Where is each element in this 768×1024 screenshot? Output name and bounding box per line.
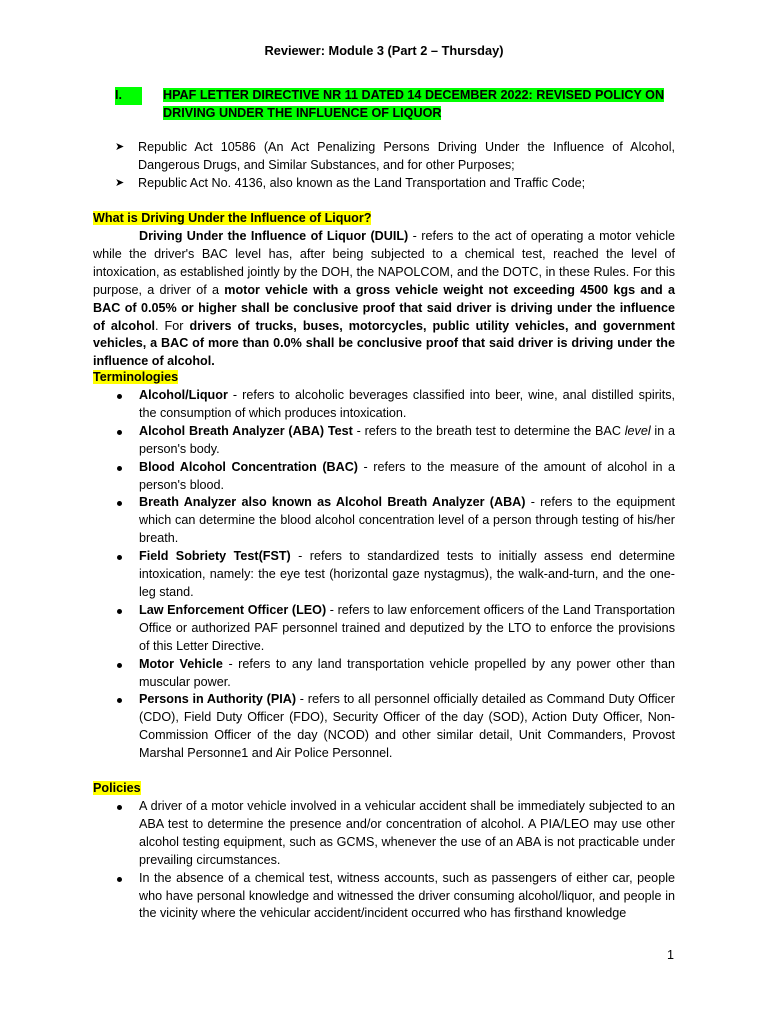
- bullet-icon: [117, 430, 122, 435]
- list-item: Law Enforcement Officer (LEO) - refers to law enforcement officers of the Land Transportation Office or authorized PAF personnel trained and deputized by the LTO to enforce the provisions of this Letter Directive.: [93, 602, 675, 656]
- list-item: Breath Analyzer also known as Alcohol Breath Analyzer (ABA) - refers to the equipment which can determine the blood alcohol concentration level of a person through testing of his/her breath.: [93, 494, 675, 548]
- duil-definition: Driving Under the Influence of Liquor (DUIL) - refers to the act of operating a motor vehicle while the driver's BAC level has, after being subjected to a chemical test, reached the level of intoxication, as established jointly by the DOH, the NAPOLCOM, and the DOTC, in these Rules. For this purpose, a driver of a motor vehicle with a gross vehicle weight not exceeding 4500 kgs and a BAC of 0.05% or higher shall be conclusive proof that said driver is driving under the influence of alcohol. For drivers of trucks, buses, motorcycles, public utility vehicles, and government vehicles, a BAC of more than 0.0% shall be conclusive proof that said driver is driving under the influence of alcohol.: [93, 229, 675, 369]
- section-heading: [93, 87, 675, 123]
- list-item: Persons in Authority (PIA) - refers to all personnel officially detailed as Command Duty Officer (CDO), Field Duty Officer (FDO), Security Officer of the day (SOD), Action Duty Officer, Non-Commission Officer of the day (NCOD) and other similar detail, Unit Commanders, Provost Marshal Personne1 and Air Police Personnel.: [93, 691, 675, 763]
- bullet-icon: [117, 466, 122, 471]
- bullet-icon: [117, 663, 122, 668]
- bullet-icon: [117, 501, 122, 506]
- bullet-icon: [117, 609, 122, 614]
- list-item: ➤ Republic Act 10586 (An Act Penalizing Persons Driving Under the Influence of Alcohol, Dangerous Drugs, and Similar Substances, and for other Purposes;: [115, 140, 675, 172]
- arrow-bullet-icon: ➤: [115, 141, 125, 153]
- bullet-icon: [117, 877, 122, 882]
- page-title: Reviewer: Module 3 (Part 2 – Thursday): [264, 43, 504, 58]
- heading-text: HPAF LETTER DIRECTIVE NR 11 DATED 14 DECEMBER 2022: REVISED POLICY ON DRIVING UNDER THE INFLUENCE OF LIQUOR: [163, 88, 665, 120]
- bullet-icon: [117, 555, 122, 560]
- policies-list: [93, 798, 675, 923]
- bullet-icon: [117, 698, 122, 703]
- terminologies-list: [93, 387, 675, 763]
- terminologies-title: Terminologies: [93, 370, 179, 384]
- heading-number: I.: [115, 87, 142, 105]
- list-item: Alcohol/Liquor - refers to alcoholic beverages classified into beer, wine, anal distilled spirits, the consumption of which produces intoxication.: [93, 387, 675, 423]
- arrow-bullet-icon: ➤: [115, 176, 125, 189]
- list-item: A driver of a motor vehicle involved in a vehicular accident shall be immediately subjected to an ABA test to determine the presence and/or concentration of alcohol. A PIA/LEO may use other alcohol testing equipment, such as GCMS, whenever the use of an ABA is not practicable under prevailing circumstances.: [93, 798, 675, 870]
- bullet-icon: [117, 394, 122, 399]
- list-item: Field Sobriety Test(FST) - refers to standardized tests to initially assess end determine intoxication, namely: the eye test (horizontal gaze nystagmus), the walk-and-turn, and the one-leg stand.: [93, 548, 675, 602]
- list-item: Alcohol Breath Analyzer (ABA) Test - refers to the breath test to determine the BAC level in a person's body.: [93, 423, 675, 459]
- list-item: ➤ Republic Act No. 4136, also known as the Land Transportation and Traffic Code;: [93, 175, 675, 193]
- page-number: 1: [667, 948, 675, 962]
- list-item: In the absence of a chemical test, witness accounts, such as passengers of either car, people who have personal knowledge and witnessed the driver consuming alcohol/liquor, and people in the vicinity where the vehicular accident/incident occurred who has firsthand knowledge: [93, 870, 675, 924]
- duil-question: What is Driving Under the Influence of Liquor?: [93, 211, 372, 225]
- list-item: Motor Vehicle - refers to any land transportation vehicle propelled by any power other than muscular power.: [93, 656, 675, 692]
- policies-title: Policies: [93, 781, 141, 795]
- list-item: Blood Alcohol Concentration (BAC) - refers to the measure of the amount of alcohol in a person's blood.: [93, 459, 675, 495]
- bullet-icon: [117, 805, 122, 810]
- law-list: [93, 139, 675, 193]
